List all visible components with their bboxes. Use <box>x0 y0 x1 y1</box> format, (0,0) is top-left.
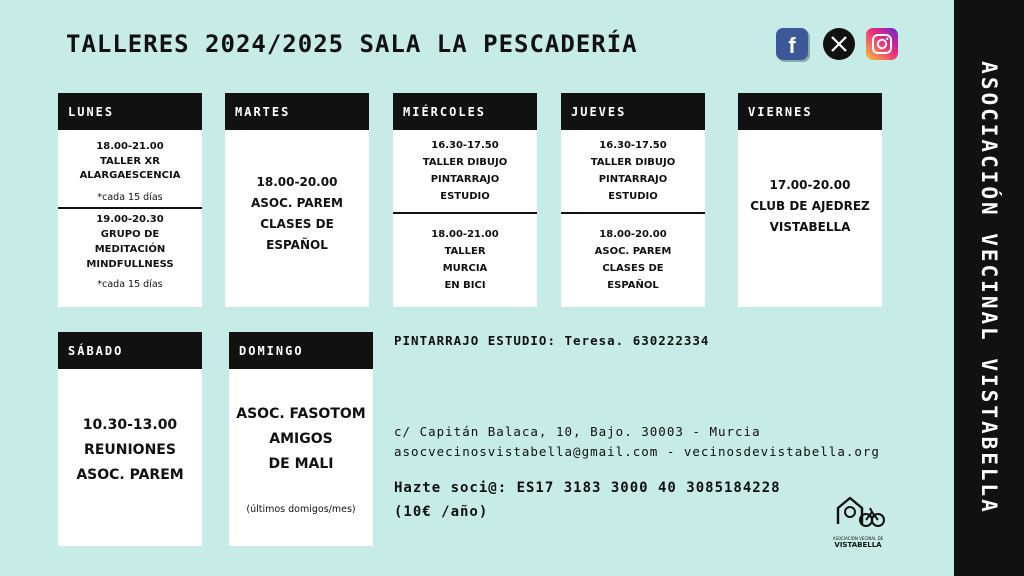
day-card-sabado <box>58 332 202 546</box>
activity-label: GRUPO DE <box>100 229 160 240</box>
activity-label: ESTUDIO <box>608 191 658 202</box>
activity-label: EN BICI <box>444 280 486 291</box>
time-label: 10.30-13.00 <box>82 417 178 433</box>
contact-info: asocvecinosvistabella@gmail.com - vecinosdevistabella.org <box>394 444 880 459</box>
day-card-lunes <box>58 93 202 307</box>
activity-label: MEDITACIÓN <box>94 244 166 255</box>
activity-label: ALARGAESCENCIA <box>79 170 181 181</box>
time-label: 17.00-20.00 <box>769 178 851 192</box>
activity-label: MINDFULLNESS <box>86 259 174 270</box>
page-title: TALLERES 2024/2025 SALA LA PESCADERÍA <box>66 30 638 58</box>
activity-label: PINTARRAJO <box>598 174 668 185</box>
note-label: (últimos domigos/mes) <box>246 504 356 515</box>
activity-label: ESPAÑOL <box>607 280 659 291</box>
time-label: 18.00-21.00 <box>431 229 499 240</box>
note-label: *cada 15 días <box>97 279 163 290</box>
activity-label: REUNIONES <box>84 442 176 458</box>
time-label: 19.00-20.30 <box>96 214 164 225</box>
activity-label: AMIGOS <box>269 431 333 447</box>
logo-name: VISTABELLA <box>834 541 882 549</box>
logo-small-text: ASOCIACIÓN VECINAL DE <box>832 536 884 541</box>
x-icon[interactable] <box>823 28 855 60</box>
membership-fee: (10€ /año) <box>394 504 489 520</box>
day-header: VIERNES <box>738 93 882 130</box>
activity-label: CLASES DE <box>260 217 334 231</box>
time-label: 18.00-20.00 <box>256 175 338 189</box>
activity-label: ESPAÑOL <box>266 238 328 252</box>
day-header: DOMINGO <box>229 332 373 369</box>
activity-label: ASOC. PAREM <box>76 467 184 483</box>
instagram-icon[interactable] <box>866 28 898 60</box>
activity-label: DE MALI <box>268 456 334 472</box>
activity-label: ASOC. PAREM <box>594 246 672 257</box>
note-label: *cada 15 días <box>97 192 163 203</box>
membership-account: Hazte soci@: ES17 3183 3000 40 3085184228 <box>394 480 781 496</box>
facebook-icon[interactable]: f <box>776 28 808 60</box>
activity-label: TALLER DIBUJO <box>422 157 508 168</box>
activity-label: CLASES DE <box>602 263 664 274</box>
activity-label: TALLER XR <box>100 156 160 167</box>
day-header: SÁBADO <box>58 332 202 369</box>
time-label: 16.30-17.50 <box>599 140 667 151</box>
activity-label: VISTABELLA <box>769 220 851 234</box>
activity-label: TALLER <box>444 246 486 257</box>
day-card-domingo <box>229 332 373 546</box>
association-logo <box>830 494 886 549</box>
activity-label: CLUB DE AJEDREZ <box>750 199 870 213</box>
activity-label: PINTARRAJO <box>430 174 500 185</box>
activity-label: TALLER DIBUJO <box>590 157 676 168</box>
day-header: LUNES <box>58 93 202 130</box>
day-header: JUEVES <box>561 93 705 130</box>
day-header: MIÉRCOLES <box>393 93 537 130</box>
pintarrajo-contact: PINTARRAJO ESTUDIO: Teresa. 630222334 <box>394 333 710 348</box>
address: c/ Capitán Balaca, 10, Bajo. 30003 - Murcia <box>394 424 761 439</box>
time-label: 16.30-17.50 <box>431 140 499 151</box>
activity-label: ESTUDIO <box>440 191 490 202</box>
time-label: 18.00-20.00 <box>599 229 667 240</box>
sidebar-banner <box>954 0 1024 576</box>
house-bike-icon <box>830 494 886 534</box>
activity-label: ASOC. FASOTOM <box>236 406 366 422</box>
day-card-jueves <box>561 93 705 307</box>
day-card-martes <box>225 93 369 307</box>
activity-label: MURCIA <box>442 263 488 274</box>
day-card-miercoles <box>393 93 537 307</box>
sidebar-title: ASOCIACIÓN VECINAL VISTABELLA <box>977 61 1001 515</box>
time-label: 18.00-21.00 <box>96 141 164 152</box>
activity-label: ASOC. PAREM <box>250 196 344 210</box>
day-card-viernes <box>738 93 882 307</box>
day-header: MARTES <box>225 93 369 130</box>
